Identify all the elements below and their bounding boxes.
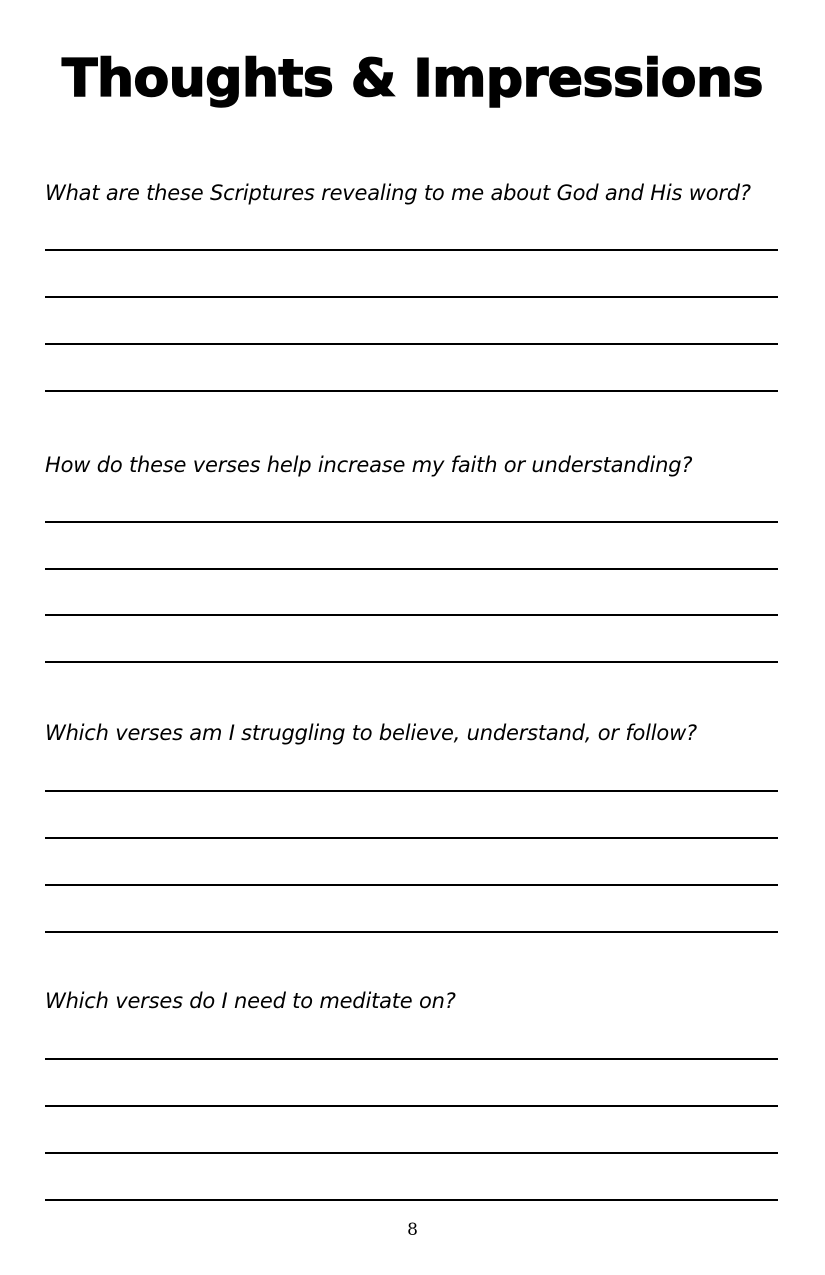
writing-line[interactable] [45, 1058, 778, 1060]
question-text: How do these verses help increase my faith or understanding? [45, 453, 693, 477]
question-section-3 [45, 720, 778, 746]
question-text: Which verses am I struggling to believe, understand, or follow? [45, 721, 697, 745]
question-section-4 [45, 988, 778, 1014]
writing-line[interactable] [45, 343, 778, 345]
writing-line[interactable] [45, 1105, 778, 1107]
writing-line[interactable] [45, 837, 778, 839]
writing-line[interactable] [45, 884, 778, 886]
writing-line[interactable] [45, 296, 778, 298]
writing-line[interactable] [45, 790, 778, 792]
writing-line[interactable] [45, 249, 778, 251]
question-text: What are these Scriptures revealing to me about God and His word? [45, 181, 751, 205]
page-number: 8 [407, 1220, 418, 1240]
writing-line[interactable] [45, 568, 778, 570]
writing-line[interactable] [45, 614, 778, 616]
writing-line[interactable] [45, 931, 778, 933]
question-section-1 [45, 180, 778, 206]
writing-line[interactable] [45, 521, 778, 523]
writing-line[interactable] [45, 1199, 778, 1201]
writing-line[interactable] [45, 390, 778, 392]
writing-line[interactable] [45, 661, 778, 663]
question-text: Which verses do I need to meditate on? [45, 989, 456, 1013]
question-section-2 [45, 452, 778, 478]
writing-line[interactable] [45, 1152, 778, 1154]
page-title: Thoughts & Impressions [62, 49, 763, 109]
